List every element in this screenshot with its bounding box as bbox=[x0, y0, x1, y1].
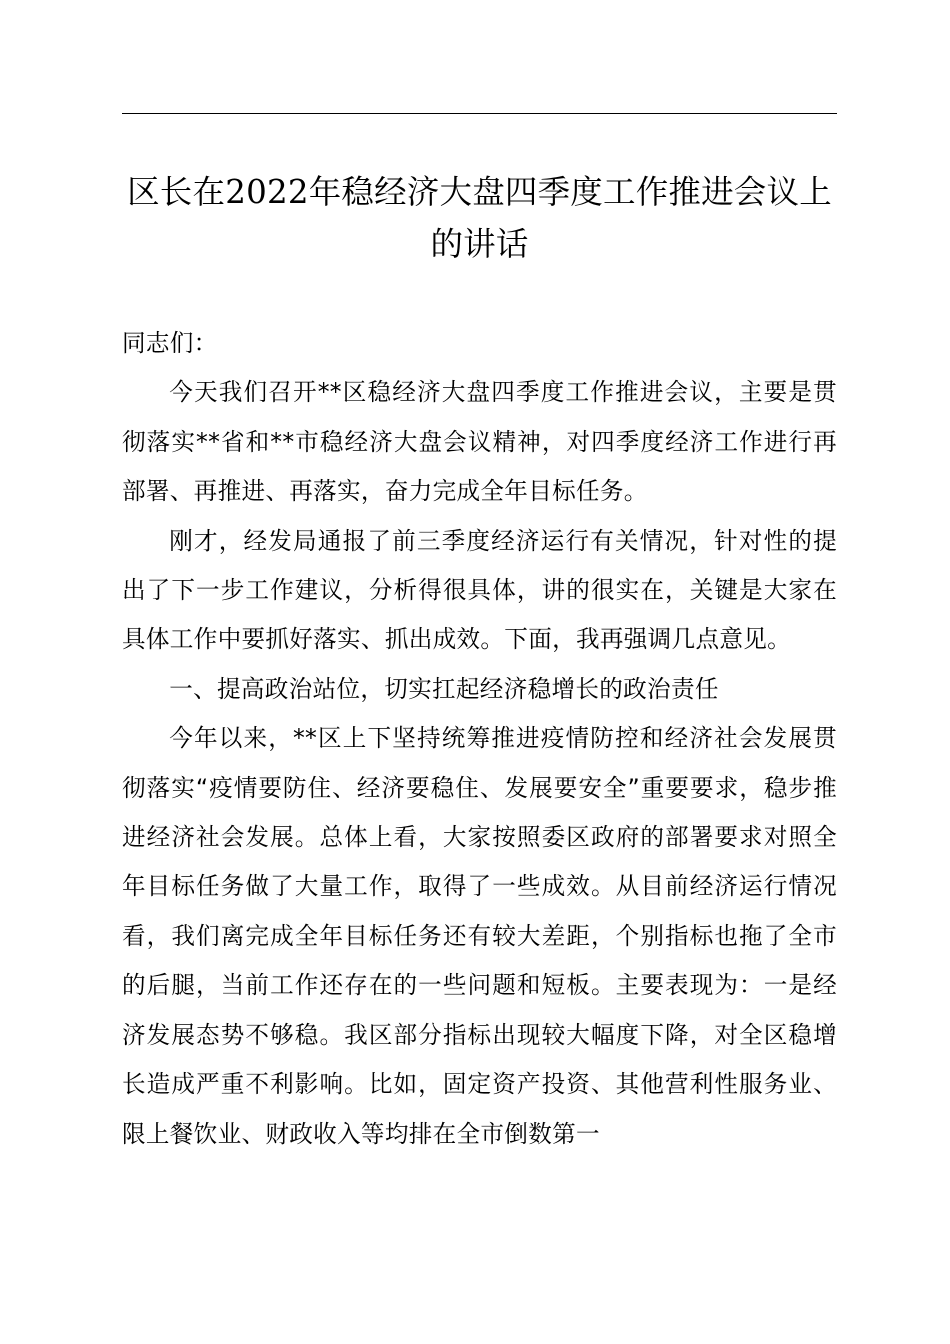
paragraph-intro: 今天我们召开**区稳经济大盘四季度工作推进会议，主要是贯彻落实**省和**市稳经济大盘会议精神，对四季度经济工作进行再部署、再推进、再落实，奋力完成全年目标任务。 bbox=[122, 378, 837, 506]
document-title: 区长在2022年稳经济大盘四季度工作推进会议上的讲话 bbox=[127, 173, 832, 263]
paragraph-report: 刚才，经发局通报了前三季度经济运行有关情况，针对性的提出了下一步工作建议，分析得很具体，讲的很实在，关键是大家在具体工作中要抓好落实、抓出成效。下面，我再强调几点意见。 bbox=[122, 526, 837, 654]
paragraph-situation: 今年以来，**区上下坚持统筹推进疫情防控和经济社会发展贯彻落实“疫情要防住、经济要稳住、发展要安全”重要要求，稳步推进经济社会发展。总体上看，大家按照委区政府的部署要求对照全年目标任务做了大量工作，取得了一些成效。从目前经济运行情况看，我们离完成全年目标任务还有较大差距，个别指标也拖了全市的后腿，当前工作还存在的一些问题和短板。主要表现为：一是经济发展态势不够稳。我区部分指标出现较大幅度下降，对全区稳增长造成严重不利影响。比如，固定资产投资、其他营利性服务业、限上餐饮业、财政收入等均排在全市倒数第一 bbox=[122, 724, 837, 1148]
salutation: 同志们： bbox=[122, 329, 218, 357]
header-rule bbox=[122, 113, 837, 114]
section-heading-1: 一、提高政治站位，切实扛起经济稳增长的政治责任 bbox=[169, 674, 719, 703]
document-body bbox=[122, 319, 837, 1159]
